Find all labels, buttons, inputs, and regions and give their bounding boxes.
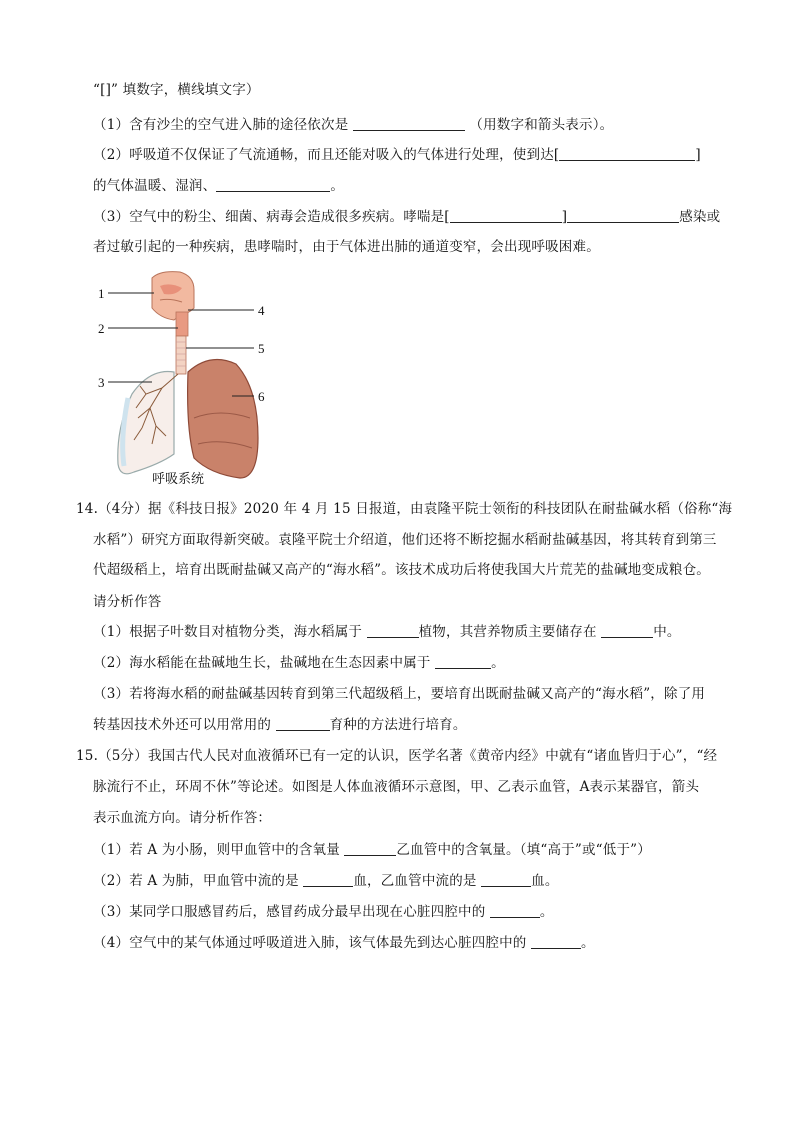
figure-label-2: 2 bbox=[98, 321, 105, 336]
q14-sub1: （1）根据子叶数目对植物分类，海水稻属于 植物，其营养物质主要储存在 中。 bbox=[93, 624, 681, 640]
figure-caption: 呼吸系统 bbox=[152, 472, 205, 487]
answer-blank[interactable] bbox=[216, 177, 330, 192]
figure-label-5: 5 bbox=[258, 341, 265, 356]
answer-blank[interactable] bbox=[276, 716, 330, 731]
answer-blank[interactable] bbox=[481, 872, 531, 887]
q14-line2: 水稻”）研究方面取得新突破。袁隆平院士介绍道，他们还将不断挖掘水稻耐盐碱基因，将其转育到第三 bbox=[93, 532, 717, 548]
respiratory-system-figure bbox=[90, 268, 280, 488]
q15-sub4: （4）空气中的某气体通过呼吸道进入肺，该气体最先到达心脏四腔中的 。 bbox=[93, 935, 595, 951]
q15-line1: 15.（5分）我国古代人民对血液循环已有一定的认识，医学名著《黄帝内经》中就有“诸血皆归于心”，“经 bbox=[76, 748, 718, 764]
answer-blank[interactable] bbox=[344, 841, 396, 856]
answer-blank[interactable] bbox=[531, 934, 581, 949]
answer-blank[interactable] bbox=[601, 623, 653, 638]
q14-sub2: （2）海水稻能在盐碱地生长，盐碱地在生态因素中属于 。 bbox=[93, 655, 505, 671]
q13-sub2-cont: 的气体温暖、湿润、 。 bbox=[93, 178, 345, 194]
answer-blank[interactable] bbox=[559, 146, 695, 161]
q13-sub1: （1）含有沙尘的空气进入肺的途径依次是 （用数字和箭头表示）。 bbox=[93, 117, 614, 133]
figure-label-6: 6 bbox=[258, 389, 265, 404]
q15-sub2: （2）若 A 为肺，甲血管中流的是 血，乙血管中流的是 血。 bbox=[93, 873, 559, 889]
q14-line1: 14.（4分）据《科技日报》2020 年 4 月 15 日报道，由袁隆平院士领衔的科技团队在耐盐碱水稻（俗称“海 bbox=[76, 501, 733, 517]
q13-sub3: （3）空气中的粉尘、细菌、病毒会造成很多疾病。哮喘是[ ] 感染或 bbox=[93, 209, 721, 225]
q14-sub3: （3）若将海水稻的耐盐碱基因转育到第三代超级稻上，要培育出既耐盐碱又高产的“海水稻”，除了用 bbox=[93, 686, 706, 702]
q13-sub2: （2）呼吸道不仅保证了气流通畅，而且还能对吸入的气体进行处理，使到达[ ] bbox=[93, 147, 701, 163]
answer-blank[interactable] bbox=[367, 623, 419, 638]
answer-blank[interactable] bbox=[435, 654, 491, 669]
figure-label-4: 4 bbox=[258, 303, 265, 318]
q15-sub1: （1）若 A 为小肠，则甲血管中的含氧量 乙血管中的含氧量。（填“高于”或“低于”） bbox=[93, 842, 651, 858]
answer-blank[interactable] bbox=[490, 903, 540, 918]
q15-sub3: （3）某同学口服感冒药后，感冒药成分最早出现在心脏四腔中的 。 bbox=[93, 904, 554, 920]
q13-intro: “[]” 填数字，横线填文字） bbox=[93, 82, 260, 98]
q13-sub3-cont: 者过敏引起的一种疾病，患哮喘时，由于气体进出肺的通道变窄，会出现呼吸困难。 bbox=[93, 239, 600, 255]
figure-label-3: 3 bbox=[98, 375, 105, 390]
answer-blank[interactable] bbox=[450, 208, 562, 223]
q15-line3: 表示血流方向。请分析作答： bbox=[93, 810, 272, 826]
q14-line3: 代超级稻上，培育出既耐盐碱又高产的“海水稻”。该技术成功后将使我国大片荒芜的盐碱地变成粮仓。 bbox=[93, 562, 711, 578]
answer-blank[interactable] bbox=[353, 116, 465, 131]
figure-label-1: 1 bbox=[98, 286, 105, 301]
q15-line2: 脉流行不止，环周不休”等论述。如图是人体血液循环示意图，甲、乙表示血管，A表示某器官，箭头 bbox=[93, 779, 700, 795]
answer-blank[interactable] bbox=[567, 208, 679, 223]
answer-blank[interactable] bbox=[303, 872, 353, 887]
q14-sub3-cont: 转基因技术外还可以用常用的 育种的方法进行培育。 bbox=[93, 717, 467, 733]
q14-line4: 请分析作答 bbox=[93, 594, 162, 610]
